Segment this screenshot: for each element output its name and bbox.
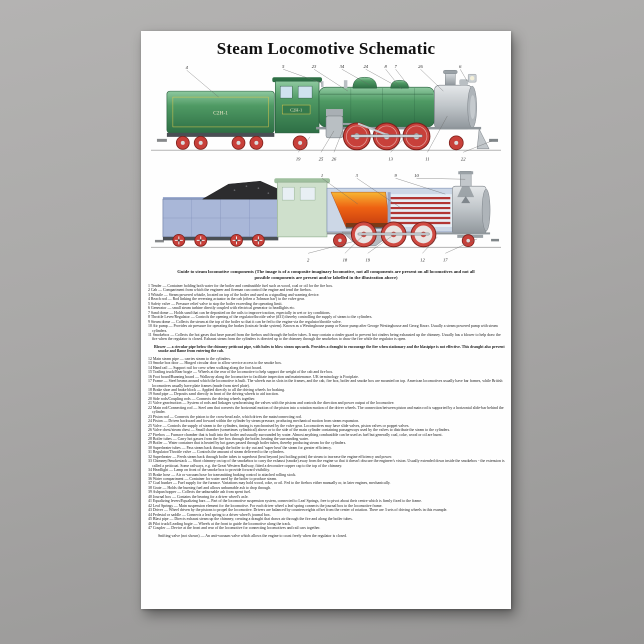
- callout-label-7: 7: [394, 63, 397, 69]
- component-item-9: 9 Steam dome — Collects the steam at the top of the boiler so that it can be fed to the engine via the regulator/throttle valve.: [148, 319, 342, 324]
- component-item-36: 36 Water compartment — Container for water used by the boiler to produce steam.: [148, 477, 278, 482]
- component-item-22: 22 Main rod/Connecting rod — Steel arm that converts the horizontal motion of the piston into a rotation motion of the driver wheels. The connection between piston and main rod is supported by a horizontal slide-bar behind the cylinder.: [148, 405, 504, 415]
- component-item-44: 44 Pedestal or saddle — Connects a leaf spring to a driver wheel's journal box.: [148, 512, 271, 517]
- tender-number-plate: C2H-1: [213, 110, 229, 117]
- cab-window: [280, 86, 292, 98]
- callout-label-19: 19: [295, 156, 301, 162]
- callout-label-17: 17: [443, 257, 448, 263]
- component-item-42: 42 Leaf Springs — Main suspension element for the locomotive. For each driver wheel a leaf spring connects the journal box to the locomotive frame.: [148, 503, 383, 508]
- exterior-locomotive-svg: [149, 61, 503, 167]
- front-coupler: [491, 239, 499, 241]
- callout-leader-line: [416, 178, 465, 179]
- callout-label-4: 4: [185, 64, 188, 70]
- callout-label-2: 2: [306, 257, 310, 263]
- callout-label-34: 34: [339, 63, 345, 69]
- cab: [272, 77, 322, 133]
- smokebox-door: [470, 95, 475, 119]
- component-item-15: 15 Trailing truck/Rear bogie — Wheels at the rear of the locomotive to help support the weight of the cab and fire box.: [148, 370, 334, 375]
- component-item-17: 17 Frame — Steel beams around which the locomotive is built. The wheels run in slots in the frames, and the cab, fire box, boiler and smoke box are mounted on top. American locomotives usually have bar frames, while British locomotives usually have plate frames (made from steel plate).: [148, 379, 503, 388]
- callout-label-6: 6: [459, 63, 462, 69]
- snifting-valve-note: Snifting valve (not shown) — An anti-vacuum valve which allows the engine to coast freely when the regulator is closed.: [158, 534, 348, 539]
- component-item-2: 2 Cab — Compartment from which the engineer and fireman can control the engine and tend the firebox.: [148, 288, 312, 293]
- callout-leader-line: [445, 239, 477, 253]
- component-item-20: 20 Side rods/Coupling rods — Connects the driving wheels together.: [148, 396, 256, 401]
- component-item-33: 33 Chimney/Smokestack — Short chimney on top of the smokebox to carry the exhaust (smoke) away from the engine so that it doesn't obscure the engineer's vision. Usually extended down inside the smokebox - the extension is called a petticoat. Some railways, e.g. the Great Western Railway, fitted a decorative copper cap to the top of the chimney.: [148, 459, 505, 468]
- component-item-7: 7 Sand dome — Holds sand that can be deposited on the rails to improve traction, especially in wet or icy conditions.: [148, 310, 331, 315]
- sand-dome: [391, 80, 409, 88]
- component-item-43: 43 Driver — Wheel driven by the pistons to propel the locomotive. Drivers are balanced by counterweights offset from the center of rotation. There are 3 sets of driving wheels in this example.: [148, 508, 448, 513]
- poster-title: Steam Locomotive Schematic: [216, 39, 436, 58]
- steam-locomotive-poster: [141, 31, 511, 609]
- exterior-locomotive-illustration: [149, 61, 503, 167]
- callout-label-3: 3: [355, 172, 358, 178]
- guide-intro-text: Guide to steam locomotive components (The image is of a composite imaginary locomotive, not all components are present on all locomotives and not all possible components are present and/or labelled in the illustration above): [177, 269, 475, 280]
- component-item-26: 26 Valve chest/steam chest — Small chamber (sometimes cylindrical) above or to the side of the main cylinder containing passageways used by the valves to distribute the steam to the cylinders.: [148, 428, 451, 433]
- callout-label-24: 24: [363, 63, 369, 69]
- callout-label-26: 26: [418, 63, 423, 69]
- component-item-19: 19 Sand pipe — Deposits sand directly in front of the driving wheels to aid traction.: [148, 392, 279, 397]
- component-item-13: 13 Smoke box door — Hinged circular door to allow service access to the smoke box.: [148, 361, 282, 366]
- component-item-14: 14 Hand rail — Support rail for crew when walking along the foot board.: [148, 365, 263, 370]
- callout-label-10: 10: [414, 172, 419, 178]
- component-item-31: 31 Regulator/Throttle valve — Controls the amount of steam delivered to the cylinders.: [148, 450, 285, 455]
- component-item-47: 47 Coupler — Device at the front and rear of the locomotive for connecting locomotives and rail cars together.: [148, 526, 321, 531]
- side-rod: [351, 135, 423, 138]
- component-item-10: 10 Air pump — Provides air pressure for operating the brakes (train air brake system). Known as a Westinghouse pump or Knorr pump after George Westinghouse and Georg Knorr. Usually a steam powered pump with steam cylinders.: [148, 324, 498, 333]
- component-list-part1: [148, 284, 506, 342]
- component-item-34: 34 Headlight — Lamp on front of the smoke box to provide forward visibility.: [148, 468, 271, 473]
- component-item-16: 16 Foot board/Running board — Walkway along the locomotive to facilitate inspection and maintenance. UK terminology is Footplate.: [148, 374, 359, 379]
- whistle: [321, 81, 323, 87]
- component-item-12: 12 Main steam pipe — carries steam to the cylinders.: [148, 356, 231, 361]
- component-item-45: 45 Blast pipe — Directs exhaust steam up the chimney, creating a draught that draws air through the fire and along the boiler tubes.: [148, 517, 353, 522]
- component-item-30: 30 Superheater tubes — Pass steam back through the boiler to dry out and 'super heat' the steam for greater efficiency.: [148, 445, 332, 450]
- tender-wheels: [176, 136, 263, 149]
- callout-label-18: 18: [342, 257, 348, 263]
- callout-label-1: 1: [320, 172, 324, 178]
- callout-label-13: 13: [388, 156, 393, 162]
- callout-label-11: 11: [425, 156, 430, 162]
- component-item-25: 25 Valve — Controls the supply of steam to the cylinders, timing is synchronised by the valve gear. Locomotives may have slide valves, piston valves or poppet valves.: [148, 423, 410, 428]
- component-list-part2: [148, 357, 506, 531]
- callout-label-12: 12: [420, 257, 425, 263]
- component-item-35: 35 Brake hose — Air or vacuum hose for transmitting braking control to attached rolling stock.: [148, 472, 297, 477]
- component-item-28: 28 Boiler tubes — Carry hot gasses from the fire box through the boiler, heating the surrounding water.: [148, 436, 309, 441]
- component-item-37: 37 Coal bunker — Fuel supply for the furnace. Variations may hold wood, coke, or oil. Fed to the firebox either manually or, in later engines, mechanically.: [148, 481, 391, 486]
- component-item-18: 18 Brake shoe and brake block — Applied directly to all the driving wheels for braking.: [148, 387, 285, 392]
- callout-label-23: 23: [311, 63, 317, 69]
- callout-label-19: 19: [365, 257, 371, 263]
- component-item-38: 38 Grate — Holds the burning fuel and allows unburnable ash to drop through.: [148, 485, 271, 490]
- smokebox-cutaway: [452, 171, 490, 234]
- component-item-5: 5 Safety valve — Pressure relief valve to stop the boiler exceeding the operating limit.: [148, 301, 283, 306]
- component-item-4: 4 Reach rod — Rod linking the reversing actuator in the cab (often a 'Johnson bar') to the valve gear.: [148, 297, 305, 302]
- component-item-27: 27 Firebox — Furnace chamber that is built into the boiler and usually surrounded by water. Almost anything combustible can be used as fuel but generally coal, coke, wood or oil are burnt.: [148, 432, 443, 437]
- callout-label-5: 5: [282, 63, 285, 69]
- component-item-23: 23 Piston rod — Connects the piston to the cross-head axle, which drives the main/connecting rod.: [148, 414, 302, 419]
- cab-cutaway: [274, 178, 330, 237]
- tender: [157, 91, 274, 149]
- component-item-29: 29 Boiler — Water container that is heated by hot gases passed through boiler tubes, thereby producing steam for the cylinders.: [148, 441, 347, 446]
- callout-label-22: 22: [460, 156, 466, 162]
- component-item-11: 11 Smokebox — Collects the hot gases that have passed from the firebox and through the boiler tubes. It may contain a cinder guard to prevent hot cinders being exhausted up the chimney. Usually has a blower to help draw the fire when the regulator is closed. Exhaust steam from the cylinders is directed up to the chimney through the smokebox to draw the fire while the regulator is open.: [148, 332, 501, 342]
- component-item-1: 1 Tender — Container holding both water for the boiler and combustible fuel such as wood, coal or oil for the fire box.: [148, 284, 334, 288]
- pilot: [477, 129, 489, 149]
- safety-valve: [344, 80, 347, 88]
- component-item-8: 8 Throttle Lever/Regulator — Controls the opening of the regulator/throttle valve (#31) thereby controlling the supply of steam to the cylinders.: [148, 315, 373, 320]
- component-item-6: 6 Generator — small steam turbine directly coupled with electrical generator to headlights etc.: [148, 306, 296, 311]
- coal-pile: [203, 181, 279, 199]
- cutaway-locomotive-svg: [149, 169, 503, 267]
- generator: [459, 79, 468, 85]
- component-item-40: 40 Journal box — Contains the bearing for a driver wheel's axle.: [148, 494, 249, 499]
- callout-label-25: 25: [318, 156, 324, 162]
- cab-number-plate: C2H-1: [290, 107, 303, 113]
- component-list: [148, 284, 506, 605]
- callout-label-8: 8: [384, 63, 387, 69]
- cutaway-locomotive-illustration: [149, 169, 503, 267]
- callout-label-9: 9: [394, 172, 397, 178]
- tender-cutaway: [155, 181, 278, 246]
- component-item-3: 3 Whistle — Steam powered whistle, located on top of the boiler and used as a signalling and warning device.: [148, 292, 320, 297]
- component-item-41: 41 Equalizing levers/Equalizing bars — Part of the locomotive suspension system, connected to Leaf Springs, free to pivot about their centre which is firmly fixed to the frame.: [148, 499, 423, 504]
- cylinder: [326, 116, 343, 138]
- component-item-21: 21 Valve gear/motion — System of rods and linkages synchronising the valves with the pistons and controls the direction and power output of the locomotive.: [148, 401, 395, 406]
- component-item-39: 39 Ashpan hopper — Collects the unburnable ash from spent fuel.: [148, 490, 251, 495]
- component-item-24: 24 Piston — Driven backward and forward within the cylinder by steam pressure, producing mechanical motion from steam expansion.: [148, 419, 360, 424]
- side-rod: [358, 233, 430, 235]
- valve-chest: [326, 109, 343, 116]
- callout-label-26: 26: [331, 156, 337, 162]
- component-item-46: 46 Pilot truck/Leading bogie — Wheels at the front to guide the locomotive along the track.: [148, 521, 291, 526]
- cab-window: [298, 86, 312, 98]
- component-item-32: 32 Superheater — Feeds steam back through boiler tubes to superheat (heat beyond just boiling point) the steam to increase the engine efficiency and power.: [148, 454, 392, 459]
- blower-note: Blower — a circular pipe below the chimney petticoat pipe, with holes to blow steam upwards. Provides a draught to encourage the fire when stationary and the blastpipe is not effective. This draught also prevent smoke and flame from entering the cab.: [154, 344, 505, 354]
- smokebox: [434, 70, 476, 129]
- steam-dome: [353, 77, 377, 88]
